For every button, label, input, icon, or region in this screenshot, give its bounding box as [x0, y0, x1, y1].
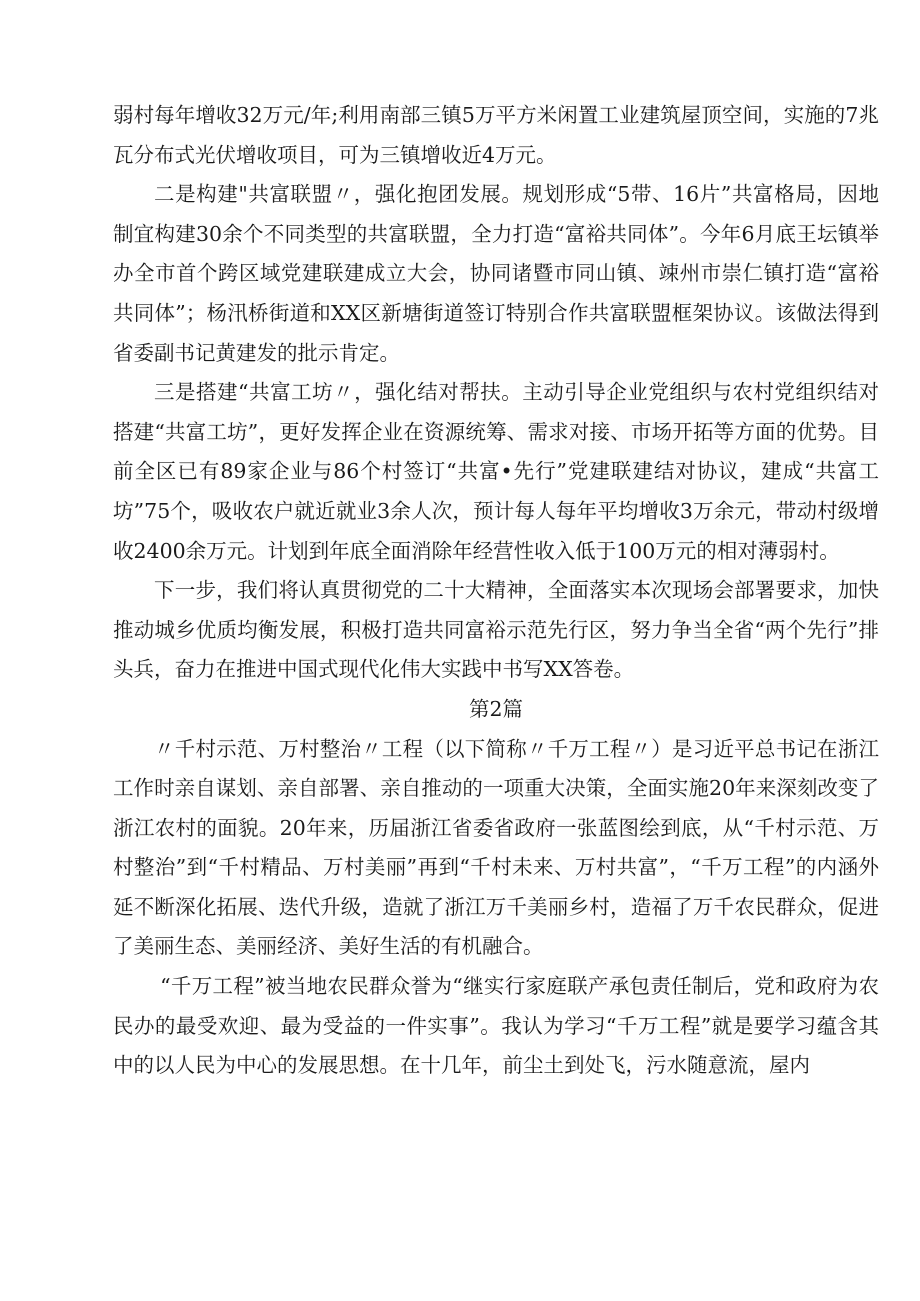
paragraph-qianwan-intro: 〃千村示范、万村整治〃工程（以下简称〃千万工程〃）是习近平总书记在浙江工作时亲自谋划、亲自部署、亲自推动的一项重大决策，全面实施20年来深刻改变了浙江农村的面貌。20年来，历届浙江省委省政府一张蓝图绘到底，从“千村示范、万村整治”到“千村精品、万村美丽”再到“千村未来、万村共富”，“千万工程”的内涵外延不断深化拓展、迭代升级，造就了浙江万千美丽乡村，造福了万千农民群众，促进了美丽生态、美丽经济、美好生活的有机融合。: [113, 736, 879, 959]
paragraph-gongfu-gongfang: 三是搭建“共富工坊〃，强化结对帮扶。主动引导企业党组织与农村党组织结对搭建“共富工坊”，更好发挥企业在资源统筹、需求对接、市场开拓等方面的优势。目前全区已有89家企业与86个村签订“共富•先行”党建联建结对协议，建成“共富工坊”75个，吸收农户就近就业3余人次，预计每人每年平均增收3万余元，带动村级增收2400余万元。计划到年底全面消除年经营性收入低于100万元的相对薄弱村。: [113, 380, 879, 563]
document-body: [113, 96, 879, 1086]
paragraph-qianwan-reflection: “千万工程”被当地农民群众誉为“继实行家庭联产承包责任制后，党和政府为农民办的最受欢迎、最为受益的一件实事”。我认为学习“千万工程”就是要学习蕴含其中的以人民为中心的发展思想。在十几年，前尘土到处飞，污水随意流，屋内: [113, 974, 879, 1078]
paragraph-continuation: 弱村每年增收32万元/年;利用南部三镇5万平方米闲置工业建筑屋顶空间，实施的7兆瓦分布式光伏增收项目，可为三镇增收近4万元。: [113, 103, 879, 167]
paragraph-next-steps: 下一步，我们将认真贯彻党的二十大精神，全面落实本次现场会部署要求，加快推动城乡优质均衡发展，积极打造共同富裕示范先行区，努力争当全省“两个先行”排头兵，奋力在推进中国式现代化伟大实践中书写XX答卷。: [113, 578, 879, 682]
paragraph-gongfu-lianmeng: 二是构建"共富联盟〃，强化抱团发展。规划形成“5带、16片”共富格局，因地制宜构建30余个不同类型的共富联盟，全力打造“富裕共同体”。今年6月底王坛镇举办全市首个跨区域党建联建成立大会，协同诸暨市同山镇、竦州市崇仁镇打造“富裕共同体”；杨汛桥街道和XX区新塘街道签订特别合作共富联盟框架协议。该做法得到省委副书记黄建发的批示肯定。: [113, 182, 879, 365]
section-heading: 第2篇: [468, 696, 524, 721]
